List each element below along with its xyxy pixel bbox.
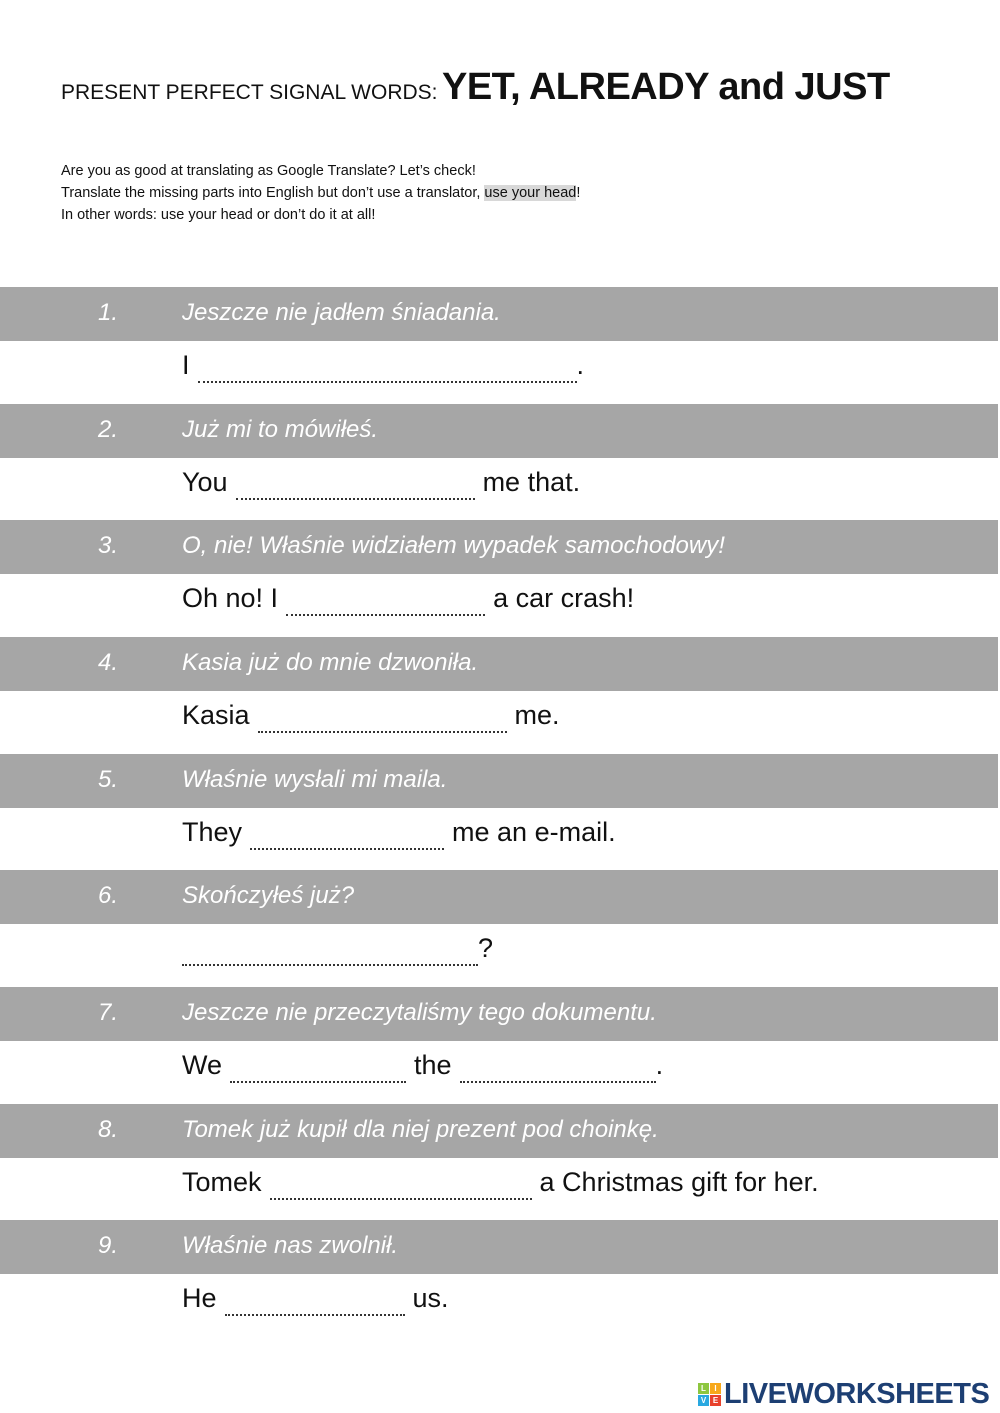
polish-sentence: Jeszcze nie przeczytaliśmy tego dokumentu. — [182, 999, 657, 1026]
instruction-line-1: Are you as good at translating as Google Translate? Let’s check! — [61, 163, 476, 179]
answer-blank[interactable] — [230, 1059, 406, 1083]
answer-blank[interactable] — [270, 1176, 532, 1200]
instruction-line-3: In other words: use your head or don’t do it at all! — [61, 207, 376, 223]
answer-blank[interactable] — [460, 1059, 656, 1083]
question-number: 1. — [98, 299, 119, 326]
title-main: YET, ALREADY and JUST — [441, 66, 890, 108]
answer-blank[interactable] — [258, 709, 507, 733]
question-band — [0, 987, 998, 1041]
answer-suffix: us. — [412, 1283, 449, 1313]
answer-suffix: ? — [478, 933, 494, 963]
question-band — [0, 1220, 998, 1274]
answer-suffix: me that. — [482, 467, 581, 497]
question-number: 3. — [98, 532, 119, 559]
answer-line — [182, 583, 634, 616]
answer-line — [182, 817, 616, 850]
answer-prefix: Oh no! I — [182, 583, 279, 613]
answer-blank[interactable] — [286, 592, 485, 616]
question-band — [0, 404, 998, 458]
logo-tile: L — [698, 1383, 709, 1394]
polish-sentence: Już mi to mówiłeś. — [182, 416, 379, 443]
question-number: 9. — [98, 1232, 119, 1259]
answer-suffix: the — [414, 1050, 452, 1080]
answer-line — [182, 1050, 663, 1083]
polish-sentence: Właśnie wysłali mi maila. — [182, 766, 448, 793]
answer-prefix: We — [182, 1050, 223, 1080]
answer-line — [182, 1167, 819, 1200]
polish-sentence: Właśnie nas zwolnił. — [182, 1232, 399, 1259]
question-number: 7. — [98, 999, 119, 1026]
answer-blank[interactable] — [236, 476, 475, 500]
question-number: 8. — [98, 1116, 119, 1143]
logo-tile: V — [698, 1395, 709, 1406]
logo-tile: I — [710, 1383, 721, 1394]
instructions — [61, 160, 580, 226]
answer-prefix: You — [182, 467, 228, 497]
polish-sentence: O, nie! Właśnie widziałem wypadek samochodowy! — [182, 532, 725, 559]
logo-text: LIVEWORKSHEETS — [724, 1378, 990, 1410]
answer-blank[interactable] — [182, 942, 478, 966]
answer-prefix: I — [182, 350, 190, 380]
answer-suffix: me. — [514, 700, 560, 730]
answer-blank[interactable] — [225, 1292, 405, 1316]
answer-line — [182, 467, 580, 500]
instruction-text: Translate the missing parts into English but don’t use a translator, — [61, 185, 485, 201]
question-band — [0, 870, 998, 924]
answer-line — [182, 933, 493, 966]
logo-tile: E — [710, 1395, 721, 1406]
answer-line — [182, 1283, 449, 1316]
question-number: 5. — [98, 766, 119, 793]
title-prefix: PRESENT PERFECT SIGNAL WORDS: — [61, 81, 438, 104]
answer-prefix: Tomek — [182, 1167, 262, 1197]
answer-suffix: me an e-mail. — [452, 817, 616, 847]
question-band — [0, 637, 998, 691]
polish-sentence: Jeszcze nie jadłem śniadania. — [182, 299, 501, 326]
answer-line — [182, 700, 560, 733]
answer-prefix: Kasia — [182, 700, 250, 730]
answer-blank[interactable] — [250, 826, 444, 850]
polish-sentence: Skończyłeś już? — [182, 882, 355, 909]
answer-line — [182, 350, 584, 383]
answer-blank[interactable] — [198, 359, 577, 383]
answer-suffix: . — [655, 1050, 664, 1080]
question-number: 6. — [98, 882, 119, 909]
question-band — [0, 1104, 998, 1158]
instruction-text: ! — [576, 185, 581, 201]
polish-sentence: Kasia już do mnie dzwoniła. — [182, 649, 479, 676]
instruction-line-2 — [61, 182, 580, 204]
question-band — [0, 520, 998, 574]
polish-sentence: Tomek już kupił dla niej prezent pod choinkę. — [182, 1116, 659, 1143]
logo-tiles-icon — [698, 1383, 721, 1406]
liveworksheets-logo — [698, 1378, 989, 1411]
page-title — [61, 66, 890, 109]
answer-prefix: He — [182, 1283, 217, 1313]
question-number: 2. — [98, 416, 119, 443]
question-band — [0, 287, 998, 341]
answer-suffix: . — [576, 350, 585, 380]
question-number: 4. — [98, 649, 119, 676]
answer-suffix: a Christmas gift for her. — [539, 1167, 819, 1197]
answer-suffix: a car crash! — [493, 583, 635, 613]
highlighted-text: use your head — [484, 185, 577, 201]
answer-prefix: They — [182, 817, 243, 847]
question-band — [0, 754, 998, 808]
